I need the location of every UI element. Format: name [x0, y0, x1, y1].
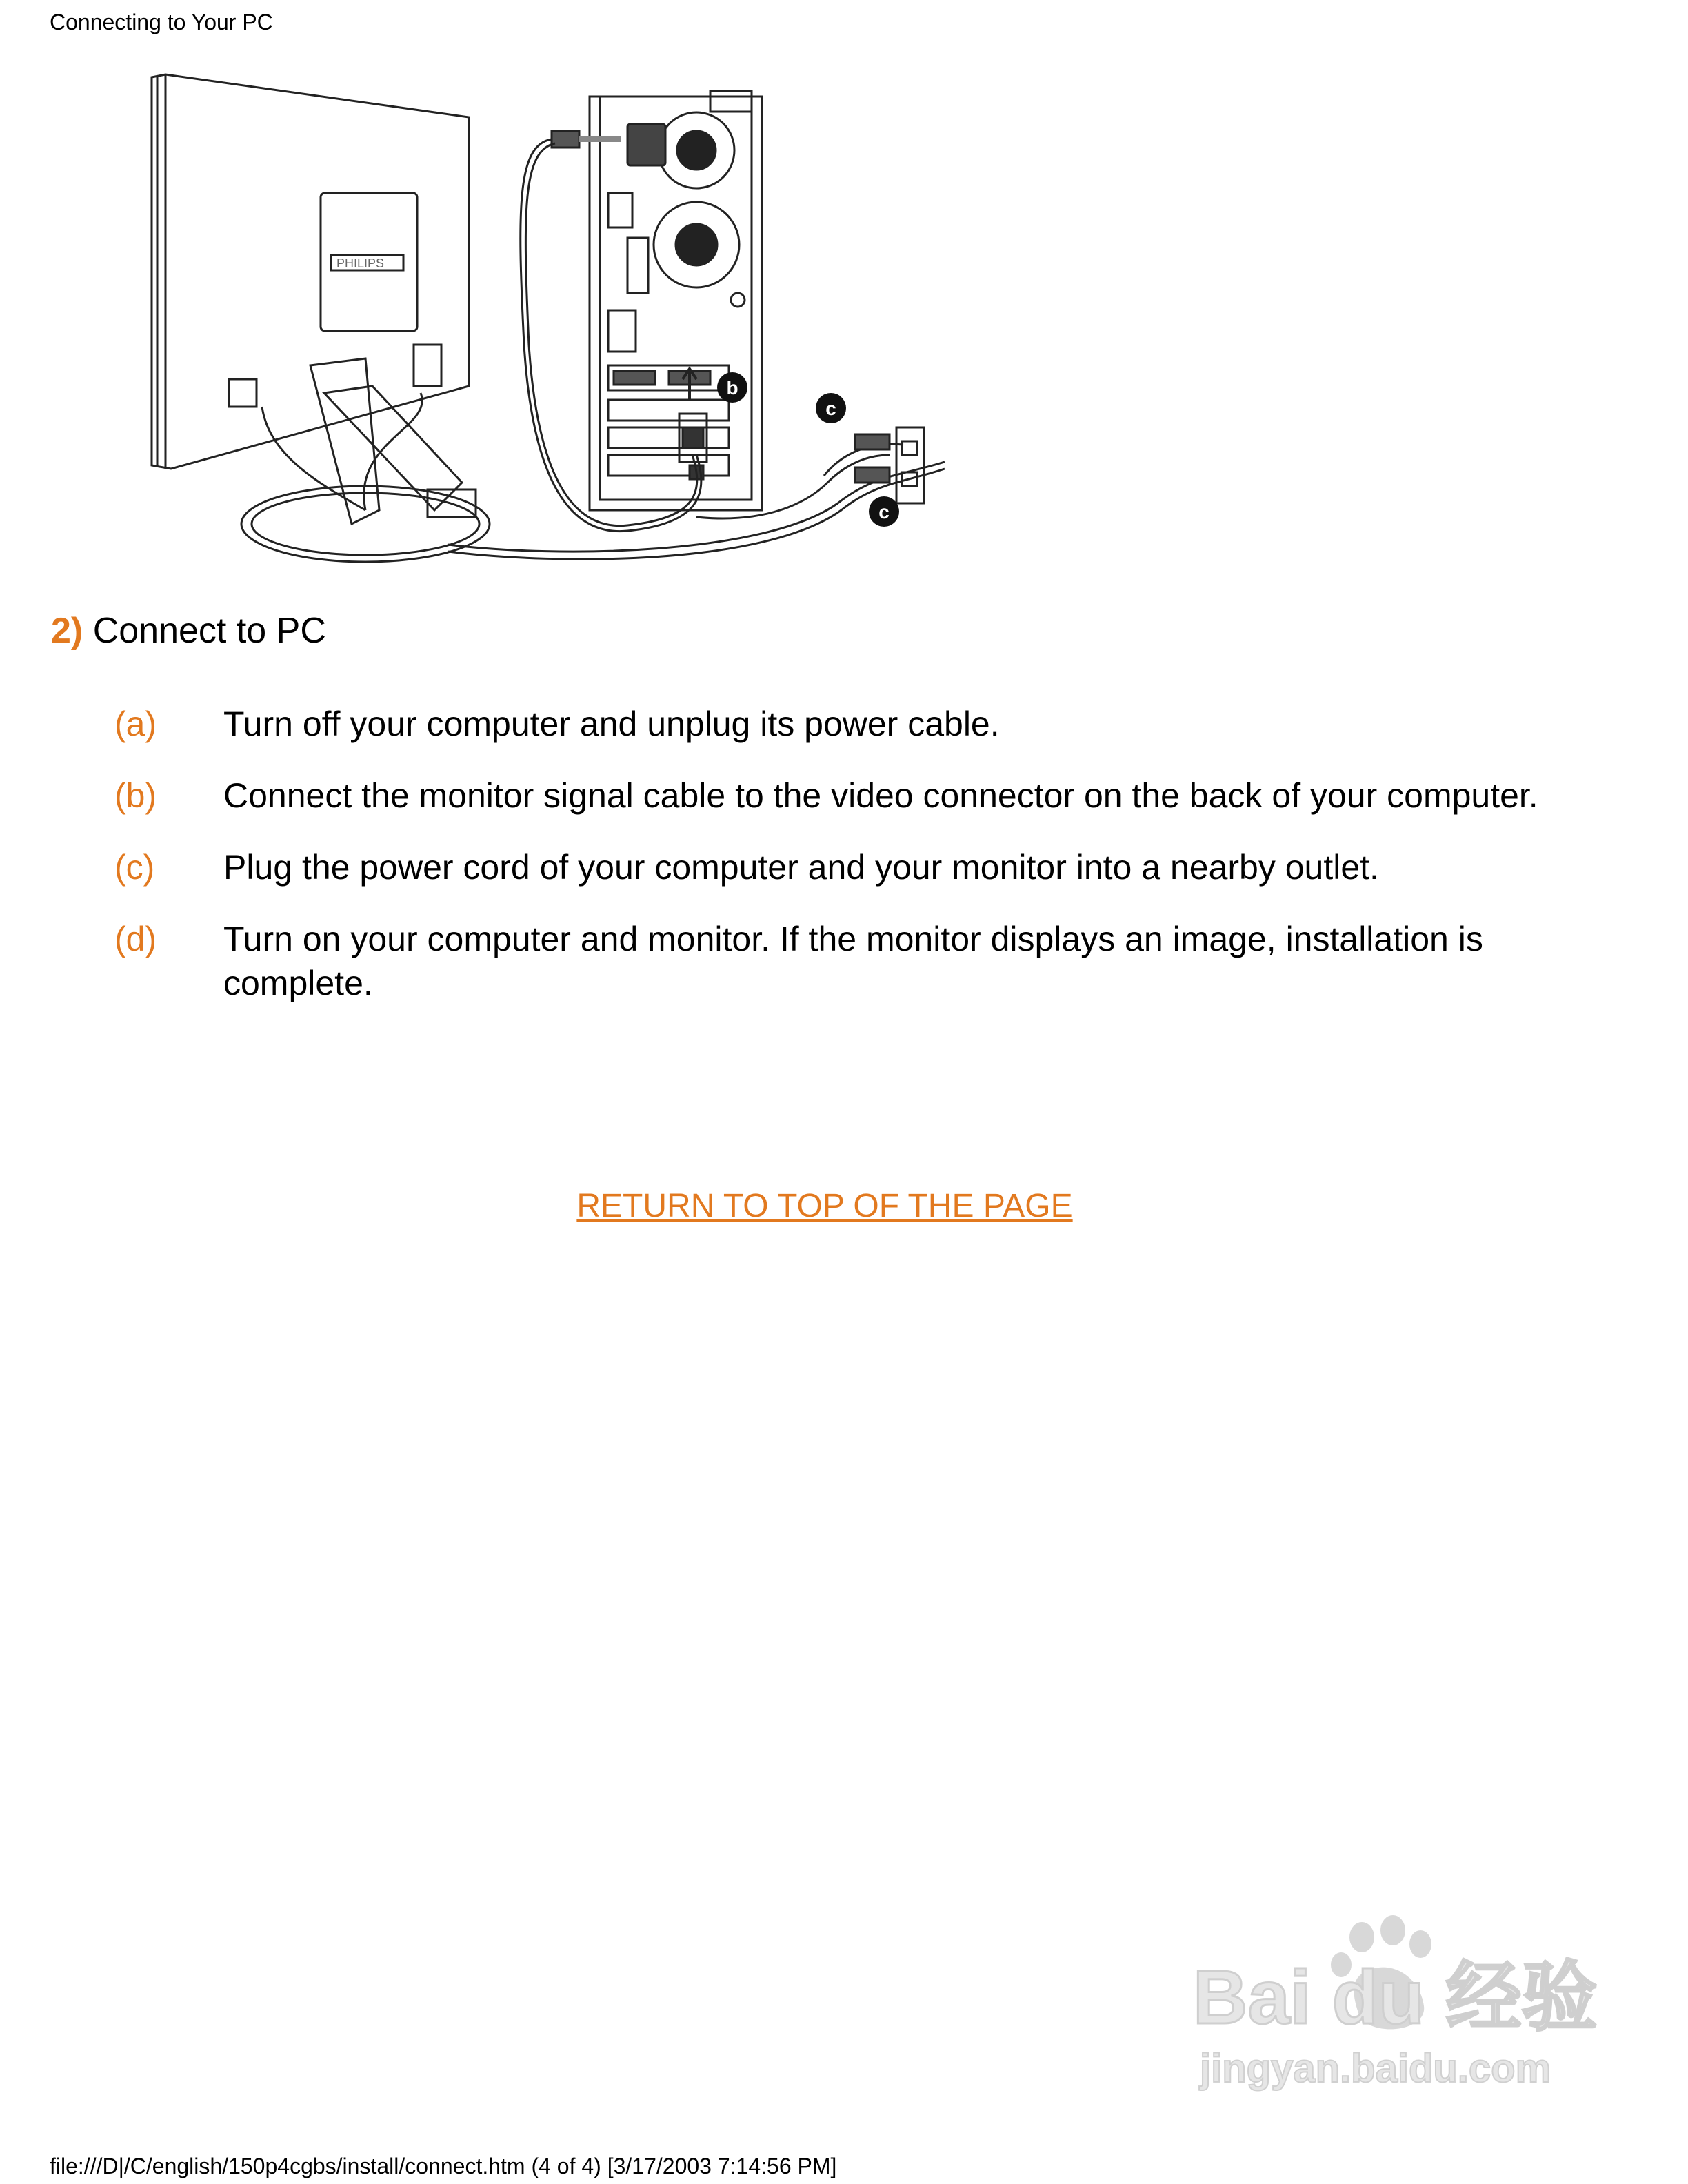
callout-c-bottom — [869, 496, 899, 527]
list-item — [114, 702, 1576, 746]
return-to-top-link[interactable]: RETURN TO TOP OF THE PAGE — [576, 1188, 1073, 1224]
svg-text:c: c — [878, 501, 890, 523]
page-header-title: Connecting to Your PC — [50, 10, 273, 34]
cables-illustration — [262, 139, 945, 559]
step-letter: (a) — [114, 705, 157, 743]
step-letter: (c) — [114, 848, 155, 887]
step-letter: (b) — [114, 776, 157, 815]
watermark-logo-text: Bai du 经验 — [1193, 1955, 1598, 2040]
list-item — [114, 774, 1576, 818]
steps-list — [114, 702, 1576, 1033]
callout-c-top — [816, 393, 846, 423]
callout-b — [717, 372, 747, 403]
pc-tower-illustration — [552, 91, 762, 510]
monitor-illustration — [152, 74, 490, 562]
step-letter: (d) — [114, 920, 157, 958]
baidu-jingyan-watermark — [1186, 1910, 1600, 2103]
step-text: Connect the monitor signal cable to the video connector on the back of your computer. — [223, 776, 1538, 815]
svg-text:b: b — [726, 377, 738, 398]
page-footer-url: file:///D|/C/english/150p4cgbs/install/connect.htm (4 of 4) [3/17/2003 7:14:56 PM] — [50, 2154, 837, 2178]
step-text: Turn off your computer and unplug its power cable. — [223, 705, 1000, 743]
connection-diagram — [145, 69, 965, 593]
list-item — [114, 917, 1576, 1005]
section-heading — [51, 610, 326, 651]
section-number: 2) — [51, 611, 83, 651]
section-title: Connect to PC — [92, 611, 326, 651]
step-text: Turn on your computer and monitor. If the monitor displays an image, installation is complete. — [223, 920, 1483, 1002]
svg-text:c: c — [825, 398, 836, 419]
step-text: Plug the power cord of your computer and your monitor into a nearby outlet. — [223, 848, 1379, 887]
list-item — [114, 845, 1576, 889]
monitor-brand-label: PHILIPS — [336, 256, 385, 270]
watermark-url-text: jingyan.baidu.com — [1200, 2046, 1551, 2091]
